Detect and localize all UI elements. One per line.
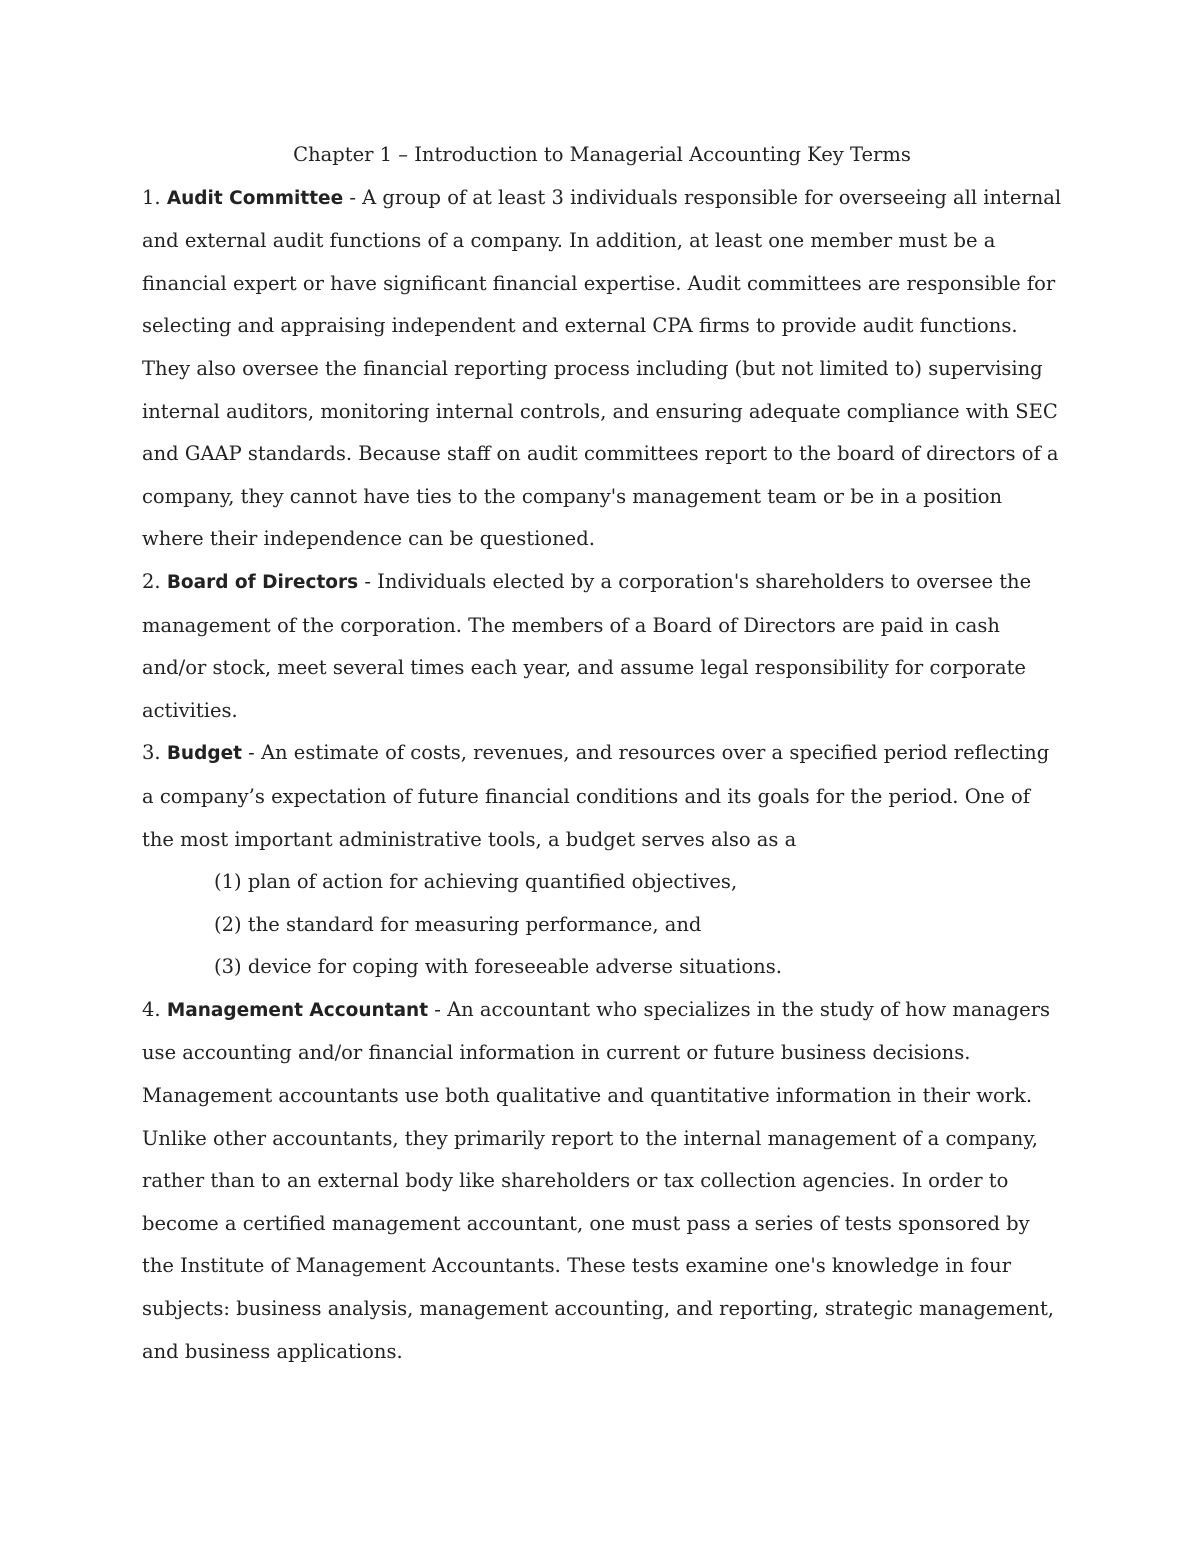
term-separator: -	[428, 997, 448, 1021]
term-number: 2.	[142, 569, 161, 593]
term-name: Budget	[166, 743, 242, 765]
term-name: Management Accountant	[166, 999, 429, 1021]
term-definition: An accountant who specializes in the study of how managers use accounting and/or financial information in current or future business decisions. Management accountants use both qualitative and quantitative information in their work. Unlike other accountants, they primarily report to the internal management of a company, rather than to an external body like shareholders or tax collection agencies. In order to become a certified management accountant, one must pass a series of tests sponsored by the Institute of Management Accountants. These tests examine one's knowledge in four subjects: business analysis, management accounting, and reporting, strategic management, and business applications.	[142, 997, 1054, 1363]
term-separator: -	[343, 185, 363, 209]
term-number: 3.	[142, 741, 161, 765]
term-number: 4.	[142, 997, 161, 1021]
document-title: Chapter 1 – Introduction to Managerial Accounting Key Terms	[293, 143, 911, 166]
term-board-of-directors	[142, 561, 1062, 732]
term-management-accountant	[142, 989, 1062, 1373]
term-name: Board of Directors	[166, 571, 359, 593]
term-separator: -	[241, 741, 261, 765]
list-item: (3) device for coping with foreseeable adverse situations.	[214, 955, 782, 979]
list-item: (1) plan of action for achieving quantified objectives,	[214, 870, 738, 894]
list-item: (2) the standard for measuring performance, and	[214, 912, 702, 936]
term-definition: An estimate of costs, revenues, and resources over a specified period reflecting a company’s expectation of future financial conditions and its goals for the period. One of the most important administrative tools, a budget serves also as a	[142, 741, 1050, 851]
term-budget	[142, 732, 1062, 861]
term-audit-committee	[142, 177, 1062, 561]
term-name: Audit Committee	[166, 187, 344, 209]
budget-sublist	[142, 861, 1062, 989]
document-page	[142, 134, 1062, 1373]
term-separator: -	[358, 569, 378, 593]
term-definition: A group of at least 3 individuals responsible for overseeing all internal and external audit functions of a company. In addition, at least one member must be a financial expert or have significant financial expertise. Audit committees are responsible for selecting and appraising independent and external CPA firms to provide audit functions. They also oversee the financial reporting process including (but not limited to) supervising internal auditors, monitoring internal controls, and ensuring adequate compliance with SEC and GAAP standards. Because staff on audit committees report to the board of directors of a company, they cannot have ties to the company's management team or be in a position where their independence can be questioned.	[142, 185, 1062, 551]
term-number: 1.	[142, 185, 161, 209]
term-definition: Individuals elected by a corporation's shareholders to oversee the management of the corporation. The members of a Board of Directors are paid in cash and/or stock, meet several times each year, and assume legal responsibility for corporate activities.	[142, 569, 1032, 722]
